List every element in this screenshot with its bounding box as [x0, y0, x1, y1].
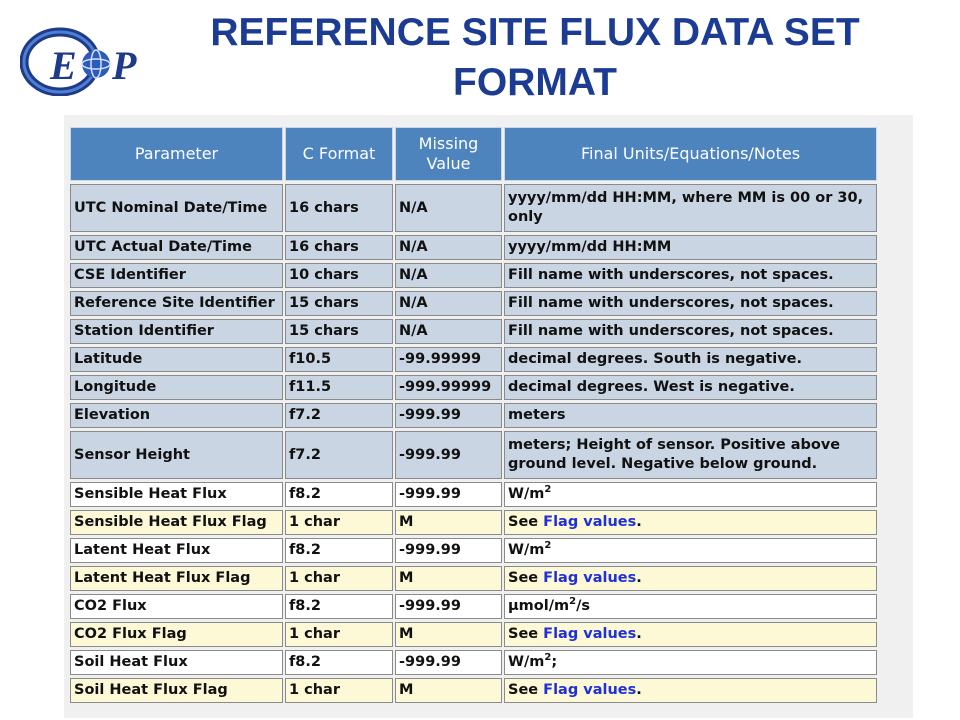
cell-missing-value: N/A	[395, 291, 502, 316]
cell-notes	[504, 347, 877, 372]
cell-parameter: Soil Heat Flux	[70, 650, 283, 675]
cell-notes	[504, 319, 877, 344]
table-row	[70, 184, 877, 232]
notes-suffix: .	[636, 570, 642, 586]
notes-text: See	[508, 570, 544, 586]
table-row	[70, 319, 877, 344]
cell-missing-value: N/A	[395, 263, 502, 288]
notes-text: decimal degrees. West is negative.	[508, 379, 795, 395]
cell-missing-value: M	[395, 510, 502, 535]
notes-text: meters; Height of sensor. Positive above ground level. Negative below ground.	[508, 437, 841, 472]
notes-text: yyyy/mm/dd HH:MM	[508, 239, 672, 255]
cell-missing-value: N/A	[395, 184, 502, 232]
column-header-parameter: Parameter	[70, 127, 283, 181]
cell-missing-value: -999.99	[395, 650, 502, 675]
cell-notes	[504, 622, 877, 647]
cell-c-format: f10.5	[285, 347, 393, 372]
cell-parameter: Reference Site Identifier	[70, 291, 283, 316]
cell-parameter: Station Identifier	[70, 319, 283, 344]
notes-suffix: /s	[576, 598, 591, 614]
cell-c-format: f8.2	[285, 650, 393, 675]
cell-notes	[504, 263, 877, 288]
cell-missing-value: -999.99	[395, 482, 502, 507]
table-row	[70, 347, 877, 372]
cell-notes	[504, 235, 877, 260]
cell-parameter: Sensor Height	[70, 431, 283, 479]
cell-parameter: Longitude	[70, 375, 283, 400]
flag-values-link[interactable]: Flag values	[543, 626, 637, 642]
notes-text: W/m	[508, 542, 545, 558]
cell-notes	[504, 566, 877, 591]
cell-c-format: f11.5	[285, 375, 393, 400]
cell-c-format: f7.2	[285, 403, 393, 428]
cell-missing-value: -999.99	[395, 538, 502, 563]
cell-parameter: Sensible Heat Flux	[70, 482, 283, 507]
cell-c-format: 1 char	[285, 566, 393, 591]
notes-text: See	[508, 682, 544, 698]
svg-text:P: P	[112, 43, 137, 88]
table-row	[70, 622, 877, 647]
cell-parameter: Latent Heat Flux	[70, 538, 283, 563]
cell-c-format: 15 chars	[285, 291, 393, 316]
notes-suffix: ;	[551, 654, 558, 670]
flag-values-link[interactable]: Flag values	[543, 514, 637, 530]
notes-superscript: 2	[569, 596, 577, 608]
cell-notes	[504, 594, 877, 619]
cell-notes	[504, 510, 877, 535]
cell-notes	[504, 403, 877, 428]
table-row	[70, 235, 877, 260]
cell-parameter: Elevation	[70, 403, 283, 428]
title-line-2: FORMAT	[453, 61, 617, 104]
cell-missing-value: -99.99999	[395, 347, 502, 372]
table-row	[70, 678, 877, 703]
table-row	[70, 375, 877, 400]
cell-c-format: 10 chars	[285, 263, 393, 288]
cell-notes	[504, 650, 877, 675]
cell-c-format: 16 chars	[285, 184, 393, 232]
cell-missing-value: -999.99	[395, 403, 502, 428]
cell-missing-value: -999.99999	[395, 375, 502, 400]
table-row	[70, 566, 877, 591]
table-row	[70, 482, 877, 507]
notes-text: Fill name with underscores, not spaces.	[508, 267, 834, 283]
column-header-notes: Final Units/Equations/Notes	[504, 127, 877, 181]
notes-text: yyyy/mm/dd HH:MM, where MM is 00 or 30, only	[508, 190, 864, 225]
notes-text: See	[508, 514, 544, 530]
flag-values-link[interactable]: Flag values	[543, 682, 637, 698]
page-title	[155, 8, 915, 108]
notes-text: W/m	[508, 654, 545, 670]
globe-icon	[82, 50, 110, 78]
ceop-logo	[20, 24, 154, 96]
cell-missing-value: M	[395, 678, 502, 703]
notes-suffix: .	[636, 514, 642, 530]
notes-superscript: 2	[544, 540, 552, 552]
table-row	[70, 650, 877, 675]
cell-missing-value: N/A	[395, 235, 502, 260]
cell-c-format: f7.2	[285, 431, 393, 479]
cell-parameter: UTC Nominal Date/Time	[70, 184, 283, 232]
cell-missing-value: M	[395, 622, 502, 647]
cell-missing-value: -999.99	[395, 594, 502, 619]
notes-text: meters	[508, 407, 566, 423]
cell-notes	[504, 431, 877, 479]
cell-parameter: CO2 Flux	[70, 594, 283, 619]
notes-text: Fill name with underscores, not spaces.	[508, 323, 834, 339]
cell-notes	[504, 482, 877, 507]
table-row	[70, 431, 877, 479]
cell-c-format: f8.2	[285, 482, 393, 507]
column-header-c-format: C Format	[285, 127, 393, 181]
flag-values-link[interactable]: Flag values	[543, 570, 637, 586]
table-row	[70, 510, 877, 535]
column-header-missing-value: Missing Value	[395, 127, 502, 181]
notes-suffix: .	[636, 626, 642, 642]
cell-notes	[504, 678, 877, 703]
cell-parameter: Latent Heat Flux Flag	[70, 566, 283, 591]
cell-parameter: Sensible Heat Flux Flag	[70, 510, 283, 535]
notes-text: µmol/m	[508, 598, 570, 614]
notes-text: Fill name with underscores, not spaces.	[508, 295, 834, 311]
cell-c-format: 16 chars	[285, 235, 393, 260]
cell-notes	[504, 375, 877, 400]
cell-parameter: Soil Heat Flux Flag	[70, 678, 283, 703]
cell-missing-value: M	[395, 566, 502, 591]
cell-notes	[504, 538, 877, 563]
cell-parameter: CSE Identifier	[70, 263, 283, 288]
cell-missing-value: -999.99	[395, 431, 502, 479]
cell-c-format: 1 char	[285, 678, 393, 703]
svg-text:E: E	[50, 43, 77, 88]
cell-c-format: 1 char	[285, 622, 393, 647]
cell-c-format: f8.2	[285, 594, 393, 619]
table-row	[70, 263, 877, 288]
cell-notes	[504, 291, 877, 316]
cell-c-format: 15 chars	[285, 319, 393, 344]
notes-suffix: .	[636, 682, 642, 698]
table-row	[70, 291, 877, 316]
notes-text: See	[508, 626, 544, 642]
cell-parameter: UTC Actual Date/Time	[70, 235, 283, 260]
cell-parameter: Latitude	[70, 347, 283, 372]
table-row	[70, 403, 877, 428]
cell-parameter: CO2 Flux Flag	[70, 622, 283, 647]
cell-c-format: 1 char	[285, 510, 393, 535]
title-line-1: REFERENCE SITE FLUX DATA SET	[210, 11, 860, 54]
notes-superscript: 2	[544, 652, 552, 664]
cell-c-format: f8.2	[285, 538, 393, 563]
table-row	[70, 594, 877, 619]
notes-superscript: 2	[544, 484, 552, 496]
flux-format-table	[68, 124, 879, 706]
table-row	[70, 538, 877, 563]
cell-notes	[504, 184, 877, 232]
table-header-row	[70, 127, 877, 181]
cell-missing-value: N/A	[395, 319, 502, 344]
notes-text: W/m	[508, 486, 545, 502]
notes-text: decimal degrees. South is negative.	[508, 351, 802, 367]
